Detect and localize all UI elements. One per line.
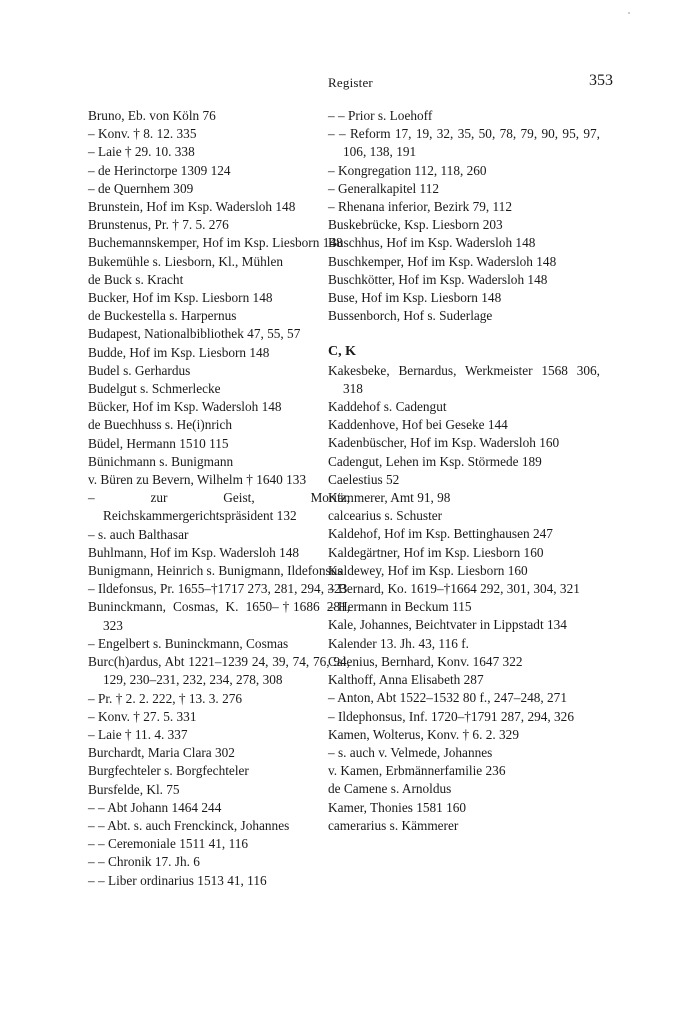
index-entry: v. Kamen, Erbmännerfamilie 236 (328, 763, 506, 779)
index-entry: Bursfelde, Kl. 75 (88, 781, 180, 797)
index-entry: v. Büren zu Bevern, Wilhelm † 1640 133 (88, 472, 307, 488)
index-entry: Kamer, Thonies 1581 160 (328, 799, 467, 815)
index-entry: Bücker, Hof im Ksp. Wadersloh 148 (88, 399, 282, 415)
index-entry: – de Quernhem 309 (88, 180, 194, 196)
index-entry: Bruno, Eb. von Köln 76 (88, 108, 216, 123)
index-entry: calcearius s. Schuster (328, 508, 443, 524)
index-entry: Buninckmann, Cosmas, K. 1650–†1686 281, 323 (88, 599, 350, 633)
index-entry: – Engelbert s. Buninckmann, Cosmas (88, 635, 289, 651)
index-entry: Bunigmann, Heinrich s. Bunigmann, Ildefonsus (88, 563, 343, 579)
index-entry: – zur Geist, Moritz, Reichskammergerichtspräsident 132 (88, 490, 350, 524)
index-entry: Burchardt, Maria Clara 302 (88, 745, 235, 761)
index-entry: – – Prior s. Loehoff (328, 108, 433, 123)
index-entry: Kaldehof, Hof im Ksp. Bettinghausen 247 (328, 526, 553, 542)
index-entry: Kadenbüscher, Hof im Ksp. Wadersloh 160 (328, 435, 560, 451)
index-entry: Bussenborch, Hof s. Suderlage (328, 308, 493, 324)
index-entry: Burgfechteler s. Borgfechteler (88, 763, 249, 779)
index-entry: Budel s. Gerhardus (88, 362, 191, 378)
index-entry: Buskebrücke, Ksp. Liesborn 203 (328, 217, 503, 233)
index-entry: – s. auch Balthasar (88, 526, 189, 542)
index-column-left (88, 107, 350, 890)
index-entry: Bünichmann s. Bunigmann (88, 453, 234, 469)
index-entry: Kaddenhove, Hof bei Geseke 144 (328, 417, 508, 433)
index-entry: – – Ceremoniale 1511 41, 116 (88, 836, 249, 852)
index-entry: Buschkötter, Hof im Ksp. Wadersloh 148 (328, 271, 548, 287)
index-entry: – – Abt. s. auch Frenckinck, Johannes (88, 817, 290, 833)
index-entry: Buschhus, Hof im Ksp. Wadersloh 148 (328, 235, 536, 251)
index-entry: Caelestius 52 (328, 471, 400, 487)
index-entry: – Ildephonsus, Inf. 1720–†1791 287, 294, 326 (328, 708, 574, 724)
section-heading: C, K (328, 344, 356, 360)
paper-speck (628, 12, 630, 14)
index-entry: Buse, Hof im Ksp. Liesborn 148 (328, 290, 502, 306)
index-entry: – Ildefonsus, Pr. 1655–†1717 273, 281, 294, 323 (88, 581, 348, 597)
index-entry: – s. auch v. Velmede, Johannes (328, 744, 493, 760)
page-header (88, 72, 613, 96)
index-entry: – Konv. † 27. 5. 331 (88, 708, 197, 724)
index-entry: Brunstenus, Pr. † 7. 5. 276 (88, 217, 229, 233)
index-entry: Kaddehof s. Cadengut (328, 399, 447, 415)
index-entry: Büdel, Hermann 1510 115 (88, 435, 229, 451)
index-entry: Kaldegärtner, Hof im Ksp. Liesborn 160 (328, 544, 544, 560)
index-entry: Kalthoff, Anna Elisabeth 287 (328, 672, 484, 688)
index-entry: Kakesbeke, Bernardus, Werkmeister 1568 306, 318 (328, 362, 600, 396)
index-entry: – Laie † 29. 10. 338 (88, 144, 195, 160)
index-entry: – – Chronik 17. Jh. 6 (88, 854, 200, 870)
index-entry: Cadengut, Lehen im Ksp. Störmede 189 (328, 453, 542, 469)
index-entry: Budapest, Nationalbibliothek 47, 55, 57 (88, 326, 301, 342)
index-entry: Bucker, Hof im Ksp. Liesborn 148 (88, 290, 273, 306)
index-entry: – Rhenana inferior, Bezirk 79, 112 (328, 199, 512, 215)
index-entry: – Laie † 11. 4. 337 (88, 726, 188, 742)
index-entry: Budde, Hof im Ksp. Liesborn 148 (88, 344, 270, 360)
index-entry: Buhlmann, Hof im Ksp. Wadersloh 148 (88, 544, 300, 560)
index-entry: – de Herinctorpe 1309 124 (88, 162, 231, 178)
index-entry: Calenius, Bernhard, Konv. 1647 322 (328, 653, 523, 669)
index-entry: de Buckestella s. Harpernus (88, 308, 237, 324)
index-entry: de Buechhuss s. He(i)nrich (88, 417, 233, 433)
index-entry: Kamen, Wolterus, Konv. † 6. 2. 329 (328, 726, 519, 742)
index-entry: de Camene s. Arnoldus (328, 781, 452, 797)
index-entry: – Kongregation 112, 118, 260 (328, 162, 487, 178)
index-entry: Buschkemper, Hof im Ksp. Wadersloh 148 (328, 253, 557, 269)
index-entry: – – Abt Johann 1464 244 (88, 799, 222, 815)
index-entry: Brunstein, Hof im Ksp. Wadersloh 148 (88, 199, 296, 215)
index-entry: Kale, Johannes, Beichtvater in Lippstadt 134 (328, 617, 567, 633)
index-entry: Kaldewey, Hof im Ksp. Liesborn 160 (328, 562, 528, 578)
index-entry: – – Reform 17, 19, 32, 35, 50, 78, 79, 90, 95, 97, 106, 138, 191 (328, 126, 600, 160)
index-entry: Kalender 13. Jh. 43, 116 f. (328, 635, 469, 651)
index-entry: – Bernard, Ko. 1619–†1664 292, 301, 304, 321 (328, 581, 580, 597)
index-entry: camerarius s. Kämmerer (328, 817, 459, 833)
index-entry: – Pr. † 2. 2. 222, † 13. 3. 276 (88, 690, 243, 706)
index-entry: Budelgut s. Schmerlecke (88, 381, 221, 397)
index-entry: Buchemannskemper, Hof im Ksp. Liesborn 148 (88, 235, 343, 251)
index-entry: – – Liber ordinarius 1513 41, 116 (88, 872, 267, 888)
index-entry: – Konv. † 8. 12. 335 (88, 126, 197, 142)
index-entry: – Hermann in Beckum 115 (328, 599, 472, 615)
index-entry: Kämmerer, Amt 91, 98 (328, 490, 451, 506)
running-head: Register (328, 75, 373, 90)
index-entry: Burc(h)ardus, Abt 1221–1239 24, 39, 74, 76, 94, 129, 230–231, 232, 234, 278, 308 (88, 654, 350, 688)
page-number: 353 (589, 72, 613, 89)
index-entry: – Anton, Abt 1522–1532 80 f., 247–248, 271 (328, 690, 567, 706)
index-entry: de Buck s. Kracht (88, 271, 184, 287)
index-entry: – Generalkapitel 112 (328, 180, 440, 196)
index-column-right (328, 107, 600, 835)
index-entry: Bukemühle s. Liesborn, Kl., Mühlen (88, 253, 283, 269)
